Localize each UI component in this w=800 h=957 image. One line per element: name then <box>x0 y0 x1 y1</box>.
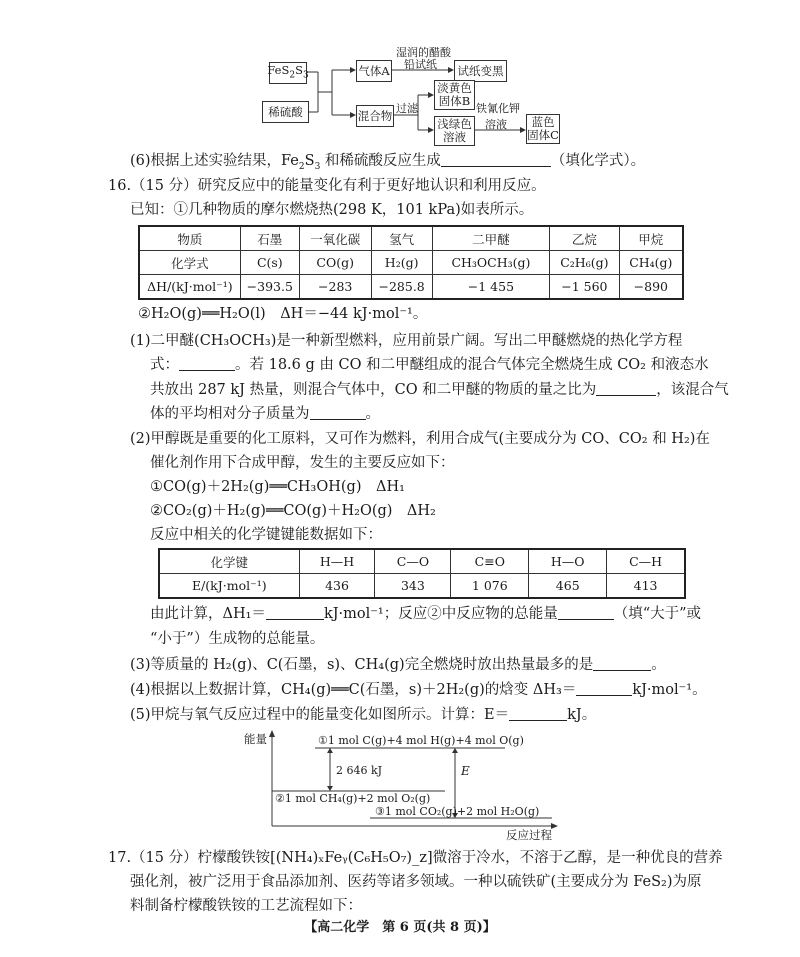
energy-gap-label: 2 646 kJ <box>336 764 383 777</box>
q16-eq2: ②H₂O(g)══H₂O(l) ΔH＝−44 kJ·mol⁻¹。 <box>138 306 428 322</box>
solid-b-box: 淡黄色 固体B <box>434 80 475 110</box>
table-cell: 465 <box>529 574 607 599</box>
table-row <box>139 275 683 300</box>
table-cell: CH₄(g) <box>619 251 683 275</box>
ferricyanide-label-2: 溶液 <box>485 118 507 131</box>
q16-1-line3: 共放出 287 kJ 热量，则混合气体中，CO 和二甲醚的物质的量之比为 ，该混合气 <box>150 382 729 398</box>
table-cell: C—O <box>375 549 451 574</box>
q16-2-line1: (2)甲醇既是重要的化工原料，又可作为燃料，利用合成气(主要成分为 CO、CO₂ 和 H₂)在 <box>130 431 710 447</box>
table-cell: C≡O <box>451 549 529 574</box>
answer-blank[interactable] <box>593 656 651 671</box>
q17-line1: 17.（15 分）柠檬酸铁铵[(NH₄)ₓFeᵧ(C₆H₅O₇)_z]微溶于冷水，不溶于乙醇，是一种优良的营养 <box>108 850 723 866</box>
table-cell: 石墨 <box>240 226 299 251</box>
solution-box: 浅绿色 溶液 <box>434 116 475 146</box>
q17-line3: 料制备柠檬酸铁铵的工艺流程如下： <box>130 898 362 914</box>
q16-1-line1: (1)二甲醚(CH₃OCH₃)是一种新型燃料，应用前景广阔。写出二甲醚燃烧的热化学方程 <box>130 333 683 349</box>
table-row <box>159 574 685 599</box>
q16-reaction-1: ①CO(g)＋2H₂(g)══CH₃OH(g) ΔH₁ <box>150 479 405 495</box>
acid-box: 稀硫酸 <box>262 101 309 123</box>
bond-energy-table <box>158 548 686 599</box>
e-arrow-head <box>452 748 458 753</box>
table-cell: H—H <box>299 549 375 574</box>
answer-blank[interactable] <box>596 381 656 396</box>
table-cell: 1 076 <box>451 574 529 599</box>
table-cell: 436 <box>299 574 375 599</box>
table-cell: −890 <box>619 275 683 300</box>
energy-level-1-label: ①1 mol C(g)+4 mol H(g)+4 mol O(g) <box>318 734 524 747</box>
table-row <box>159 549 685 574</box>
answer-blank[interactable] <box>576 681 632 696</box>
flow-diagram-lines <box>0 0 800 150</box>
answer-blank[interactable] <box>558 605 614 620</box>
table-cell: CO(g) <box>299 251 371 275</box>
table-cell: ΔH/(kJ·mol⁻¹) <box>139 275 240 300</box>
table-cell: −1 560 <box>550 275 620 300</box>
table-cell: 413 <box>607 574 685 599</box>
table-cell: −285.8 <box>371 275 432 300</box>
x-axis-arrow <box>551 823 558 829</box>
page-footer: 【高二化学 第 6 页(共 8 页)】 <box>304 920 496 935</box>
table-cell: C—H <box>607 549 685 574</box>
q16-bond-intro: 反应中相关的化学键键能数据如下： <box>150 527 382 543</box>
table-cell: C₂H₆(g) <box>550 251 620 275</box>
table-cell: H₂(g) <box>371 251 432 275</box>
table-cell: −1 455 <box>432 275 549 300</box>
q16-4-line: (4)根据以上数据计算，CH₄(g)══C(石墨，s)＋2H₂(g)的焓变 ΔH₃＝ kJ·mol⁻¹。 <box>130 682 707 698</box>
table-cell: 乙烷 <box>550 226 620 251</box>
q16-reaction-2: ②CO₂(g)＋H₂(g)══CO(g)＋H₂O(g) ΔH₂ <box>150 503 436 519</box>
table-cell: C(s) <box>240 251 299 275</box>
answer-blank[interactable] <box>310 405 366 420</box>
q16-2-line2: 催化剂作用下合成甲醇，发生的主要反应如下： <box>150 455 455 471</box>
q17-line2: 强化剂，被广泛用于食品添加剂、医药等诸多领域。一种以硫铁矿(主要成分为 FeS₂)为原 <box>130 874 702 890</box>
table-cell: E/(kJ·mol⁻¹) <box>159 574 299 599</box>
table-row <box>139 226 683 251</box>
wet-paper-label-2: 铅试纸 <box>404 58 437 71</box>
q16-header: 16.（15 分）研究反应中的能量变化有利于更好地认识和利用反应。 <box>108 178 546 194</box>
mixture-box: 混合物 <box>356 105 394 127</box>
table-cell: H—O <box>529 549 607 574</box>
table-cell: −283 <box>299 275 371 300</box>
gas-a-box: 气体A <box>356 60 392 82</box>
table-cell: 343 <box>375 574 451 599</box>
q16-5-line: (5)甲烷与氧气反应过程中的能量变化如图所示。计算：E＝ kJ。 <box>130 707 597 723</box>
combustion-heat-table <box>138 225 684 300</box>
table-cell: 甲烷 <box>619 226 683 251</box>
table-cell: CH₃OCH₃(g) <box>432 251 549 275</box>
q16-2-line3: 由此计算，ΔH₁＝ kJ·mol⁻¹；反应②中反应物的总能量 （填“大于”或 <box>150 606 702 622</box>
answer-blank[interactable] <box>509 706 567 721</box>
energy-e-label: E <box>461 764 470 778</box>
answer-blank[interactable] <box>441 152 551 167</box>
table-row <box>139 251 683 275</box>
energy-level-3-label: ③1 mol CO₂(g)+2 mol H₂O(g) <box>375 805 540 818</box>
table-cell: 化学键 <box>159 549 299 574</box>
table-cell: 化学式 <box>139 251 240 275</box>
table-cell: 二甲醚 <box>432 226 549 251</box>
filter-label: 过滤 <box>396 102 418 115</box>
energy-y-label: 能量 <box>244 732 267 746</box>
fes-box: $FeS_2S_3$ <box>269 62 307 84</box>
answer-blank[interactable] <box>179 356 235 371</box>
y-axis-arrow <box>269 730 275 737</box>
q15-6-line: (6)根据上述实验结果，$Fe_2S_3$ 和稀硫酸反应生成 （填化学式）。 <box>130 153 646 172</box>
table-cell: 物质 <box>139 226 240 251</box>
paper-black-box: 试纸变黑 <box>454 60 507 82</box>
solid-c-box: 蓝色 固体C <box>527 115 559 142</box>
table-cell: −393.5 <box>240 275 299 300</box>
q16-3-line: (3)等质量的 H₂(g)、C(石墨，s)、CH₄(g)完全燃烧时放出热量最多的是 。 <box>130 657 666 673</box>
table-cell: 氢气 <box>371 226 432 251</box>
q16-1-line2: 式： 。若 18.6 g 由 CO 和二甲醚组成的混合气体完全燃烧生成 CO₂ 和液态水 <box>150 357 709 373</box>
q16-2-line4: “小于”）生成物的总能量。 <box>150 631 325 647</box>
energy-x-label: 反应过程 <box>506 828 552 842</box>
table-cell: 一氧化碳 <box>299 226 371 251</box>
q16-1-line4: 体的平均相对分子质量为 。 <box>150 406 380 422</box>
answer-blank[interactable] <box>266 605 324 620</box>
gap-arrow-head <box>327 748 333 753</box>
wet-paper-label-1: 湿润的醋酸 <box>396 46 451 59</box>
ferricyanide-label-1: 铁氰化钾 <box>476 102 520 115</box>
energy-level-2-label: ②1 mol CH₄(g)+2 mol O₂(g) <box>275 792 431 805</box>
gap-arrow-tail <box>327 786 333 791</box>
q16-known: 已知：①几种物质的摩尔燃烧热(298 K，101 kPa)如表所示。 <box>130 202 534 218</box>
